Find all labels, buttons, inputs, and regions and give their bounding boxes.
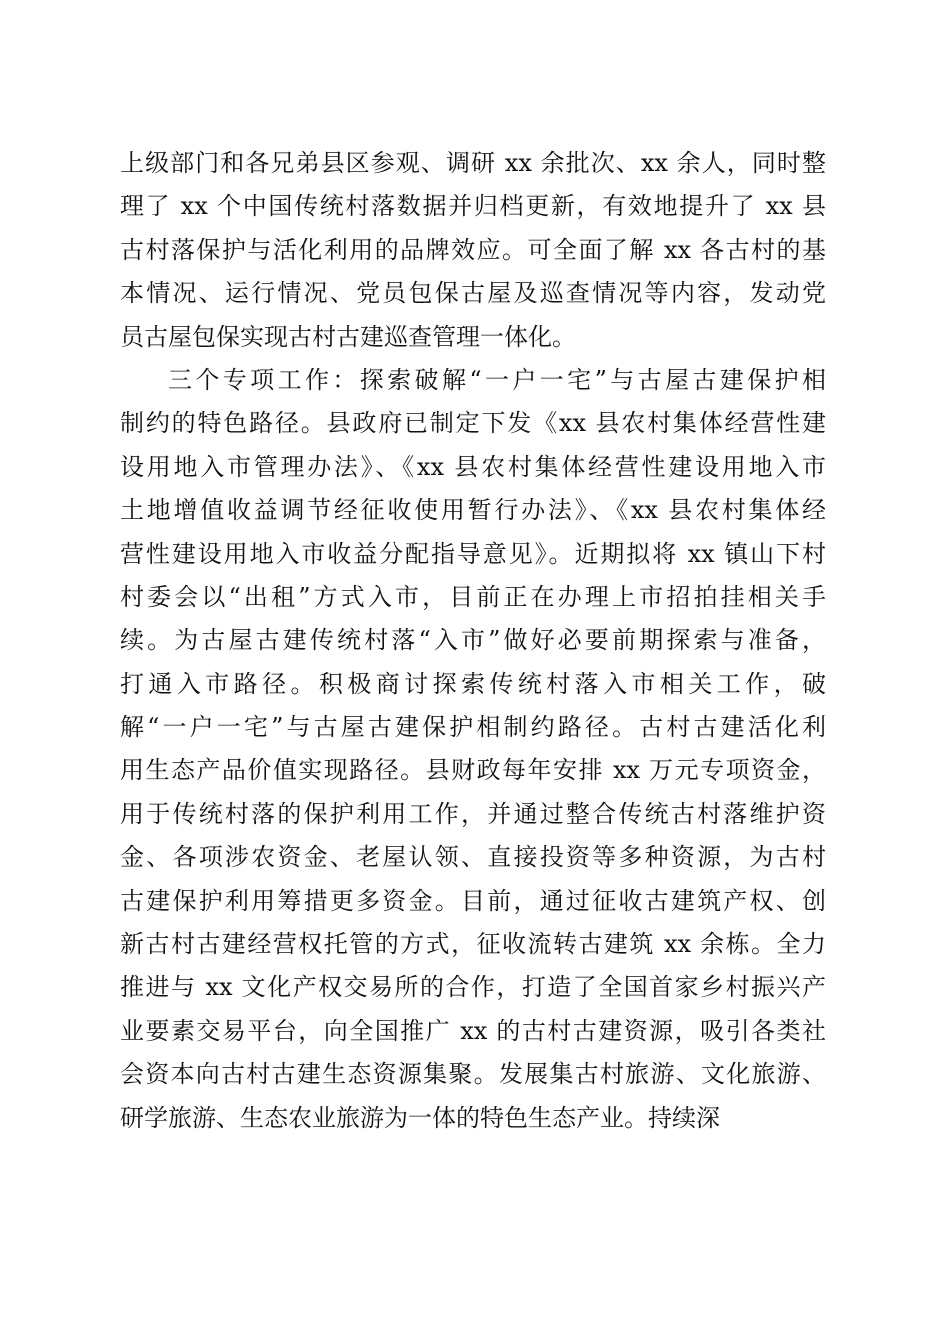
text-line: 会资本向古村古建生态资源集聚。发展集古村旅游、文化旅游、 — [120, 1060, 826, 1089]
text-line: 业要素交易平台，向全国推广 xx 的古村古建资源，吸引各类社 — [120, 1016, 826, 1045]
text-line: 古建保护利用筹措更多资金。目前，通过征收古建筑产权、创 — [120, 886, 826, 915]
text-line: 上级部门和各兄弟县区参观、调研 xx 余批次、xx 余人，同时整 — [120, 149, 826, 177]
document-body — [120, 142, 826, 1140]
text-line: 用生态产品价值实现路径。县财政每年安排 xx 万元专项资金， — [120, 756, 826, 785]
text-line: 续。为古屋古建传统村落“入市”做好必要前期探索与准备， — [120, 626, 826, 655]
text-line: 设用地入市管理办法》、《xx 县农村集体经营性建设用地入市 — [120, 452, 826, 481]
text-line: 制约的特色路径。县政府已制定下发《xx 县农村集体经营性建 — [120, 409, 826, 438]
text-line: 村委会以“出租”方式入市，目前正在办理上市招拍挂相关手 — [120, 582, 826, 611]
text-line: 本情况、运行情况、党员包保古屋及巡查情况等内容，发动党 — [120, 279, 826, 308]
text-line: 打通入市路径。积极商讨探索传统村落入市相关工作，破 — [120, 669, 826, 698]
text-line: 推进与 xx 文化产权交易所的合作，打造了全国首家乡村振兴产 — [120, 973, 826, 1002]
text-line: 研学旅游、生态农业旅游为一体的特色生态产业。持续深 — [120, 1103, 720, 1132]
paragraph-p2 — [120, 359, 826, 1140]
text-line: 理了 xx 个中国传统村落数据并归档更新，有效地提升了 xx 县 — [120, 192, 826, 221]
text-line: 员古屋包保实现古村古建巡查管理一体化。 — [120, 322, 576, 351]
text-line: 土地增值收益调节经征收使用暂行办法》、《xx 县农村集体经 — [120, 496, 826, 525]
text-line: 古村落保护与活化利用的品牌效应。可全面了解 xx 各古村的基 — [120, 235, 826, 264]
text-line: 三个专项工作：探索破解“一户一宅”与古屋古建保护相 — [168, 365, 826, 394]
text-line: 金、各项涉农资金、老屋认领、直接投资等多种资源，为古村 — [120, 843, 826, 872]
text-line: 新古村古建经营权托管的方式，征收流转古建筑 xx 余栋。全力 — [120, 930, 826, 959]
paragraph-p1 — [120, 142, 826, 359]
text-line: 用于传统村落的保护利用工作，并通过整合传统古村落维护资 — [120, 799, 826, 828]
text-line: 解“一户一宅”与古屋古建保护相制约路径。古村古建活化利 — [120, 713, 826, 742]
text-line: 营性建设用地入市收益分配指导意见》。近期拟将 xx 镇山下村 — [120, 539, 826, 568]
